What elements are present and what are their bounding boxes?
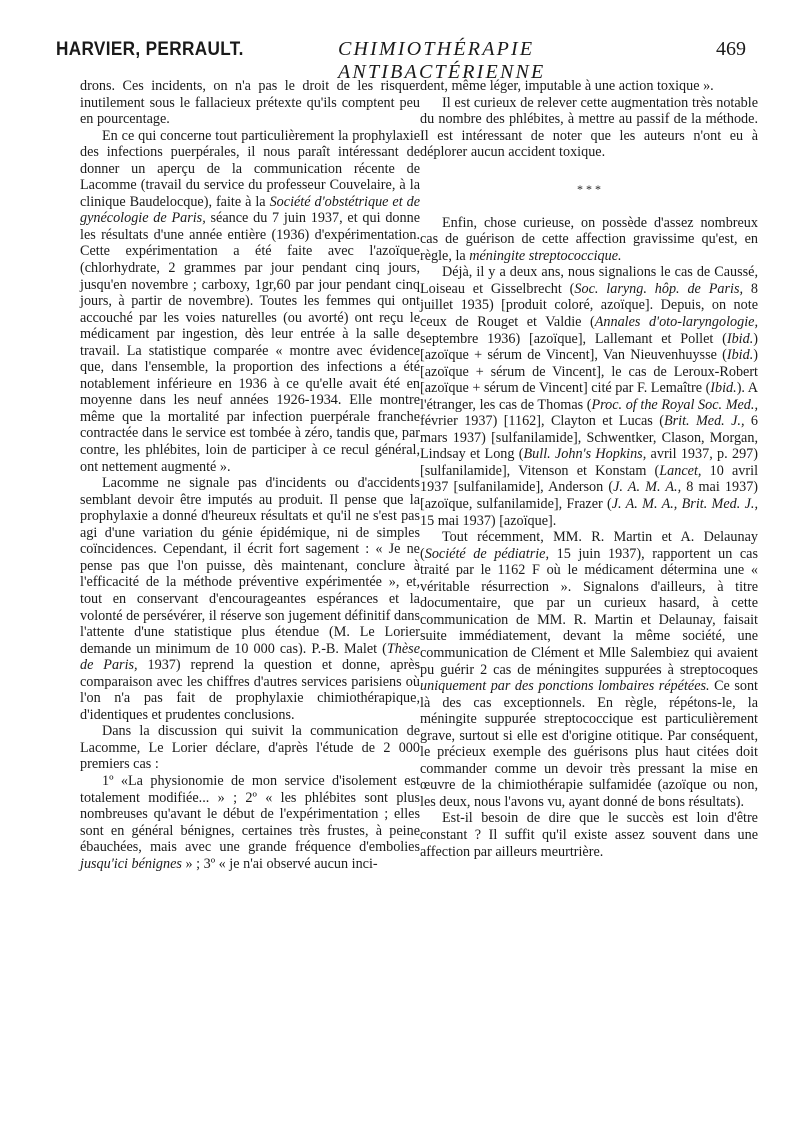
paragraph: Il est curieux de relever cette augmentation très notable du nombre des phlébites, à mettre au passif de la méthode. Il est intéressant de noter que les auteurs n'ont eu à déplorer aucun accident toxique. (420, 94, 758, 161)
paragraph: Déjà, il y a deux ans, nous signalions le cas de Caussé, Loiseau et Gisselbrecht (Soc. laryng. hôp. de Paris, 8 juillet 1935) [produit coloré, azoïque]. Depuis, on note ceux de Rouget et Valdie (Annales d'oto-laryngologie, septembre 1936) [azoïque], Lallemant et Pollet (Ibid.) [azoïque + sérum de Vincent], Van Nieuvenhuysse (Ibid.) [azoïque + sérum de Vincent], le cas de Leroux-Robert [azoïque + sérum de Vincent] cité par F. Lemaître (Ibid.). A l'étranger, les cas de Thomas (Proc. of the Royal Soc. Med., février 1937) [1162], Clayton et Lucas (Brit. Med. J., 6 mars 1937) [sulfanilamide], Schwentker, Clason, Morgan, Lindsay et Long (Bull. John's Hopkins, avril 1937, p. 297) [sulfanilamide], Vitenson et Konstam (Lancet, 10 avril 1937 [sulfanilamide], Anderson (J. A. M. A., 8 mai 1937) [azoïque, sulfanilamide], Frazer (J. A. M. A., Brit. Med. J., 15 mai 1937) [azoïque]. (420, 264, 759, 529)
paragraph: Lacomme ne signale pas d'incidents ou d'accidents semblant devoir être imputés au produit. Il pense que la prophylaxie a donné d'heureux résultats et qu'il ne s'est pas agi d'une variation du génie épidémique, ni de simples coïncidences. Cependant, il écrit fort sagement : « Je ne pense pas que l'on puisse, dès maintenant, conclure à l'efficacité de la méthode préventive expérimentée », et, tout en conservant d'encourageantes espérances et la volonté de persévérer, il réserve son jugement définitif dans l'attente d'une statistique plus étendue (M. Le Lorier demande un minimum de 10 000 cas). P.-B. Malet (Thèse de Paris, 1937) reprend la question et donne, après comparaison avec les chiffres d'autres services parisiens où l'on n'a pas fait de prophylaxie chimiothérapique, d'identiques et prudentes conclusions. (80, 475, 421, 723)
paragraph: 1º «La physionomie de mon service d'isolement est totalement modifiée... » ; 2º « les phlébites sont plus nombreuses qu'avant le début de l'expérimentation ; elles sont en général bénignes, certaines très frustes, à peine ébauchées, mais avec une grande fréquence d'embolies jusqu'ici bénignes » ; 3º « je n'ai observé aucun inci- (80, 772, 420, 872)
running-header (56, 38, 746, 83)
header-authors: HARVIER, PERRAULT. (56, 38, 244, 60)
page-number: 469 (716, 38, 746, 60)
paragraph: Tout récemment, MM. R. Martin et A. Delaunay (Société de pédiatrie, 15 juin 1937), rapportent un cas traité par le 1162 F où le médicament détermina une « véritable résurrection ». Signalons d'ailleurs, à titre documentaire, que par un curieux hasard, à cette communication de MM. R. Martin et Delaunay, faisait suite immédiatement, devant la même société, une communication de Clément et Mlle Salembiez qui avaient pu guérir 2 cas de méningites suppurées à streptocoques uniquement par des ponctions lombaires répétées. Ce sont là des cas exceptionnels. En règle, répétons-le, la méningite suppurée streptococcique est particulièrement grave, surtout si elle est d'origine otitique. Par conséquent, le précieux exemple des guérisons plus haut citées doit commander comme un devoir très pressant la mise en œuvre de la chimiothérapie sulfamidée (azoïque ou non, les deux, nous l'avons vu, ayant donné de bons résultats). (420, 529, 758, 810)
paragraph: Enfin, chose curieuse, on possède d'assez nombreux cas de guérison de cette affection gravissime qu'est, en règle, la méningite streptococcique. (420, 214, 758, 264)
left-column (80, 78, 420, 872)
paragraph: dent, même léger, imputable à une action toxique ». (420, 78, 714, 94)
paragraph: Dans la discussion qui suivit la communication de Lacomme, Le Lorier déclare, d'après l'étude de 2 000 premiers cas : (80, 723, 420, 773)
paragraph: En ce qui concerne tout particulièrement la prophylaxie des infections puerpérales, il nous paraît intéressant de donner un aperçu de la communication récente de Lacomme (travail du service du professeur Couvelaire, à la clinique Baudelocque), faite à la Société d'obstétrique et de gynécologie de Paris, séance du 7 juin 1937, et qui donne les résultats d'une année entière (1936) d'expérimentation. Cette expérimentation a été faite avec l'azoïque (chlorhydrate, 2 grammes par jour pendant cinq jours, jusqu'en novembre ; carboxy, 1gr,60 par jour pendant cinq jours, à partir de novembre). Toutes les femmes qui ont accouché par les voies naturelles (ou avorté) ont reçu le médicament par ingestion, dès leur entrée à la salle de travail. La statistique comparée « montre avec évidence que, dans l'ensemble, la proportion des infections a été notablement inférieure en 1936 à ce qu'elle avait été en moyenne dans les neuf années 1926-1934. Elle montre même que la mortalité par infection puerpérale franche contractée dans le service est tombée à zéro, tandis que, par contre, les phlébites, loin de participer à ce recul général, ont nettement augmenté ». (80, 127, 421, 475)
paragraph: drons. Ces incidents, on n'a pas le droit de les risquer inutilement sous le fallacieux prétexte qu'ils comptent peu en pourcentage. (80, 78, 420, 128)
section-separator: * * * (577, 181, 601, 196)
right-column (420, 78, 758, 860)
paragraph: Est-il besoin de dire que le succès est loin d'être constant ? Il suffit qu'il existe assez souvent dans une affection par ailleurs meurtrière. (420, 810, 758, 860)
header-title: CHIMIOTHÉRAPIE ANTIBACTÉRIENNE (338, 38, 546, 83)
